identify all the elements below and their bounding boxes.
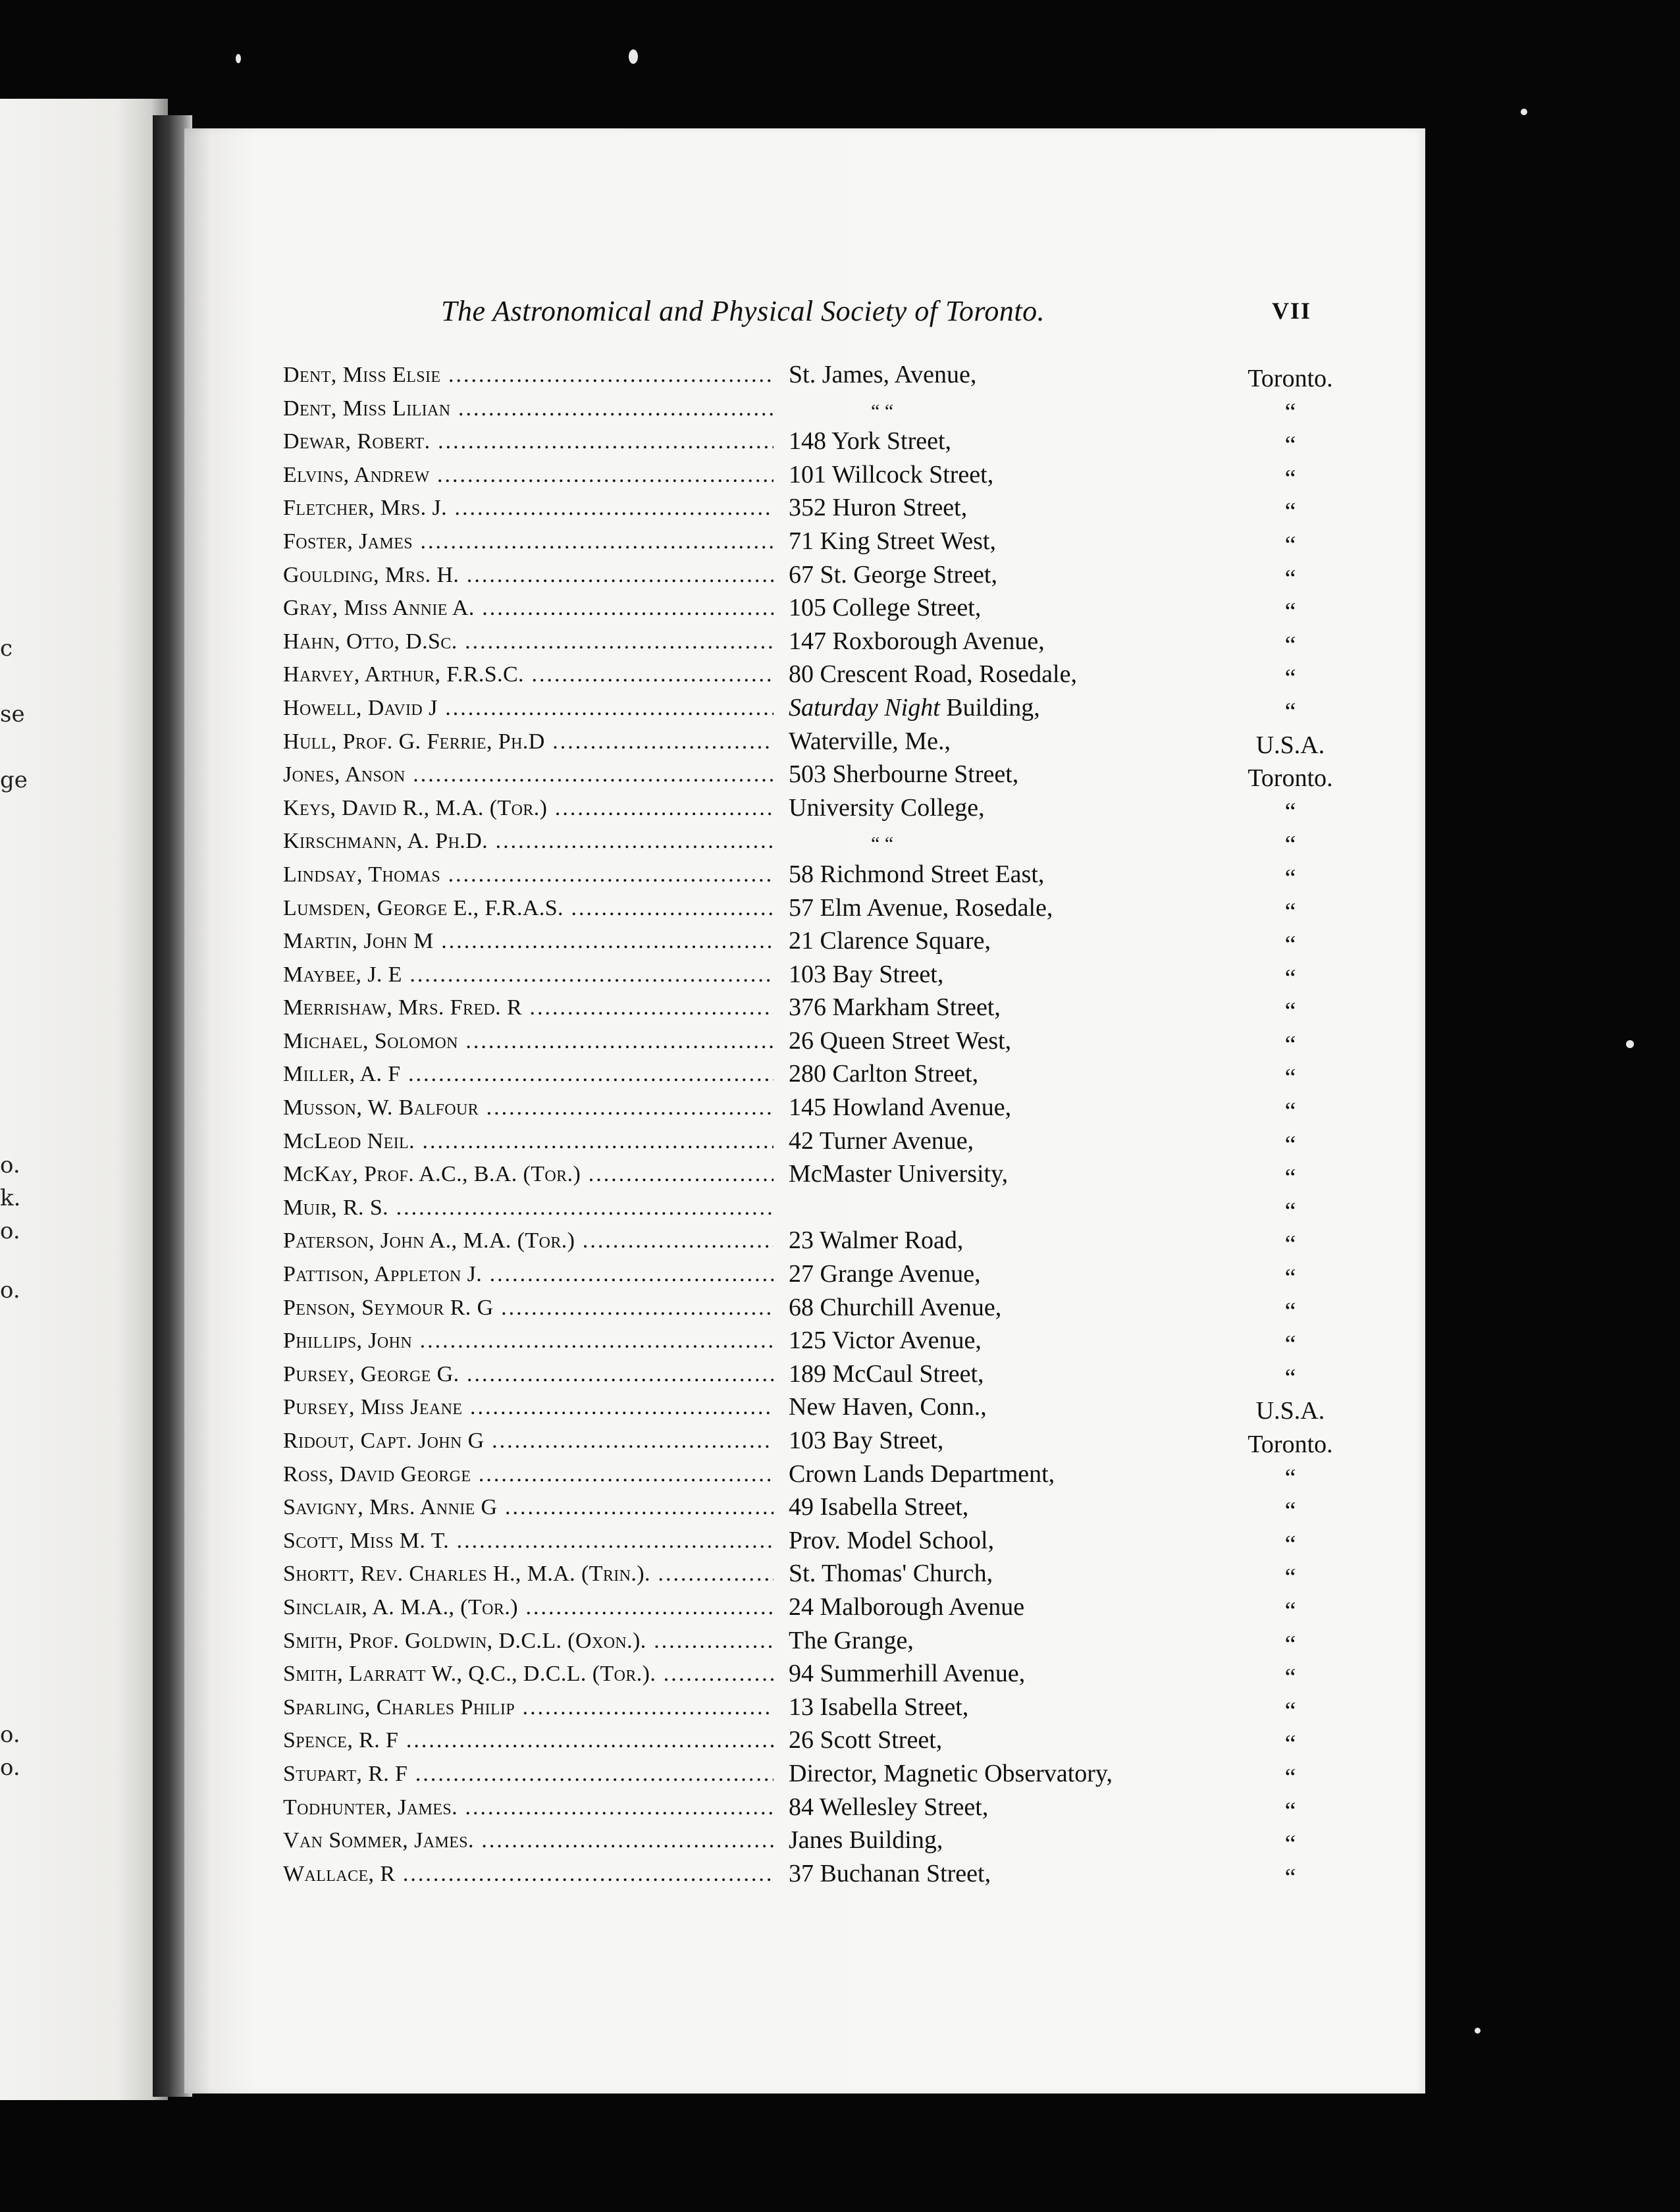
member-name	[283, 929, 774, 954]
member-row	[283, 926, 1409, 960]
member-name	[283, 1296, 774, 1321]
member-address: 148 York Street,	[789, 427, 952, 456]
member-address: 58 Richmond Street East,	[789, 860, 1045, 888]
member-name-text: Smith, Larratt W., Q.C., D.C.L. (Tor.).	[283, 1662, 656, 1687]
member-address: 103 Bay Street,	[789, 960, 944, 988]
member-address: 94 Summerhill Avenue,	[789, 1660, 1026, 1688]
member-name	[283, 1762, 774, 1787]
member-address: 145 Howland Avenue,	[789, 1093, 1012, 1122]
member-name	[283, 629, 774, 654]
member-row	[283, 1693, 1409, 1726]
member-name-text: Fletcher, Mrs. J.	[283, 496, 448, 521]
ditto-marks: “ “	[871, 400, 894, 422]
member-row	[283, 1759, 1409, 1793]
member-address: 13 Isabella Street,	[789, 1693, 969, 1721]
member-name	[283, 995, 774, 1020]
address-rest: Building,	[939, 693, 1040, 722]
member-city: “	[1284, 997, 1296, 1026]
member-address: 24 Malborough Avenue	[789, 1593, 1025, 1621]
member-address: 125 Victor Avenue,	[789, 1327, 982, 1355]
dust-speck	[629, 49, 638, 64]
address-italic: Saturday Night	[789, 693, 940, 722]
member-name-text: Hahn, Otto, D.Sc.	[283, 629, 458, 654]
member-city: “	[1284, 1797, 1296, 1825]
member-row	[283, 1026, 1409, 1060]
member-row	[283, 1859, 1409, 1893]
member-name-text: Miller, A. F	[283, 1062, 401, 1087]
dust-speck	[1475, 2028, 1481, 2034]
member-address: New Haven, Conn.,	[789, 1393, 987, 1421]
member-name	[283, 1795, 774, 1820]
member-city: “	[1284, 931, 1296, 959]
member-address: 147 Roxborough Avenue,	[789, 627, 1045, 655]
member-name-text: Jones, Anson	[283, 762, 406, 787]
member-row	[283, 460, 1409, 494]
member-row	[283, 1226, 1409, 1259]
member-name-text: Dent, Miss Lilian	[283, 396, 451, 421]
page-number: VII	[1272, 298, 1312, 324]
member-city: “	[1284, 1230, 1296, 1259]
member-name-text: Sinclair, A. M.A., (Tor.)	[283, 1594, 518, 1620]
member-row	[283, 1526, 1409, 1560]
member-row	[283, 560, 1409, 594]
member-row	[283, 1460, 1409, 1493]
member-row	[283, 1826, 1409, 1859]
member-address: St. James, Avenue,	[789, 361, 977, 388]
member-address: Director, Magnetic Observatory,	[789, 1759, 1113, 1787]
member-name-text: Pursey, George G.	[283, 1361, 459, 1386]
member-row	[283, 1159, 1409, 1193]
member-address: 37 Buchanan Street,	[789, 1859, 991, 1887]
member-name	[283, 662, 774, 687]
member-row	[283, 1725, 1409, 1759]
member-city: “	[1284, 1564, 1296, 1592]
member-name	[283, 429, 774, 454]
member-name-text: Dent, Miss Elsie	[283, 363, 441, 387]
member-name	[283, 1862, 774, 1887]
left-page-fragment: o.	[0, 1722, 20, 1748]
member-name	[283, 1196, 774, 1221]
member-row	[283, 1293, 1409, 1327]
member-row	[283, 1259, 1409, 1293]
member-name-text: Ross, David George	[283, 1462, 471, 1487]
member-city: “	[1284, 1664, 1296, 1692]
member-name	[283, 1329, 774, 1354]
member-name-text: Ridout, Capt. John G	[283, 1429, 485, 1453]
member-name	[283, 1228, 774, 1253]
member-name	[283, 396, 774, 421]
member-address: 80 Crescent Road, Rosedale,	[789, 660, 1077, 689]
member-name-text: McKay, Prof. A.C., B.A. (Tor.)	[283, 1162, 581, 1187]
member-city: “	[1284, 1264, 1296, 1292]
member-city: “	[1284, 831, 1296, 859]
member-address: 71 King Street West,	[789, 527, 996, 555]
member-address: 103 Bay Street,	[789, 1427, 944, 1454]
member-name-text: Maybee, J. E	[283, 962, 402, 987]
member-address: 280 Carlton Street,	[789, 1060, 979, 1088]
member-name-text: Stupart, R. F	[283, 1761, 408, 1786]
member-name-text: Shortt, Rev. Charles H., M.A. (Trin.).	[283, 1562, 650, 1587]
left-page-fragment: o.	[0, 1754, 20, 1781]
member-row	[283, 1392, 1409, 1426]
member-name-text: Goulding, Mrs. H.	[283, 562, 459, 587]
member-row	[283, 1059, 1409, 1093]
member-name-text: Merrishaw, Mrs. Fred. R	[283, 995, 523, 1020]
left-page-fragment: o.	[0, 1218, 20, 1244]
member-name	[283, 1362, 774, 1387]
member-row	[283, 693, 1409, 727]
member-name-text: Phillips, John	[283, 1329, 413, 1354]
member-row	[283, 660, 1409, 693]
member-address	[789, 826, 894, 855]
member-city: “	[1284, 1363, 1296, 1392]
member-city: “	[1284, 1297, 1296, 1325]
member-address: 57 Elm Avenue, Rosedale,	[789, 893, 1053, 922]
member-address	[789, 693, 1040, 722]
member-address: 26 Scott Street,	[789, 1726, 943, 1754]
member-name-text: Musson, W. Balfour	[283, 1095, 479, 1120]
member-row	[283, 627, 1409, 660]
member-name-text: Wallace, R	[283, 1861, 396, 1886]
member-address: 23 Walmer Road,	[789, 1226, 964, 1255]
member-row	[283, 1793, 1409, 1826]
member-address: Crown Lands Department,	[789, 1460, 1055, 1488]
member-address: 68 Churchill Avenue,	[789, 1293, 1002, 1321]
member-name-text: Savigny, Mrs. Annie G	[283, 1495, 498, 1520]
member-row	[283, 360, 1409, 394]
member-city: “	[1284, 464, 1296, 492]
member-row	[283, 1659, 1409, 1693]
member-city: “	[1284, 1530, 1296, 1558]
member-row	[283, 1193, 1409, 1226]
member-address: Janes Building,	[789, 1826, 943, 1855]
member-name	[283, 1395, 774, 1420]
left-page-fragment: ge	[0, 767, 28, 793]
member-name	[283, 1629, 774, 1654]
member-name	[283, 1462, 774, 1487]
member-row	[283, 527, 1409, 560]
member-name	[283, 1029, 774, 1054]
member-row	[283, 1326, 1409, 1359]
dust-speck	[1626, 1040, 1634, 1048]
member-name-text: Michael, Solomon	[283, 1028, 458, 1053]
member-row	[283, 1559, 1409, 1593]
member-address: 26 Queen Street West,	[789, 1026, 1012, 1055]
member-row	[283, 760, 1409, 793]
member-row	[283, 826, 1409, 860]
member-row	[283, 1426, 1409, 1460]
member-city: “	[1284, 1630, 1296, 1658]
member-row	[283, 1626, 1409, 1660]
member-name-text: Spence, R. F	[283, 1728, 399, 1753]
book-page	[184, 128, 1425, 2094]
member-name	[283, 1429, 774, 1454]
member-name	[283, 496, 774, 521]
member-name	[283, 1495, 774, 1520]
member-name	[283, 829, 774, 854]
member-name-text: Martin, John M	[283, 929, 434, 954]
member-city: “	[1284, 1697, 1296, 1725]
member-address: The Grange,	[789, 1626, 914, 1654]
member-name	[283, 596, 774, 621]
member-city: “	[1284, 664, 1296, 693]
member-name	[283, 529, 774, 554]
member-name	[283, 696, 774, 721]
member-name-text: Pursey, Miss Jeane	[283, 1395, 463, 1420]
member-address: 105 College Street,	[789, 594, 982, 622]
member-row	[283, 1359, 1409, 1393]
member-row	[283, 593, 1409, 627]
member-name-text: Penson, Seymour R. G	[283, 1295, 494, 1320]
member-city: “	[1284, 1596, 1296, 1625]
member-city: “	[1284, 697, 1296, 725]
member-address: 27 Grange Avenue,	[789, 1260, 981, 1288]
member-row	[283, 893, 1409, 927]
member-row	[283, 860, 1409, 893]
left-page-fragment: o.	[0, 1152, 20, 1178]
member-name-text: Scott, Miss M. T.	[283, 1528, 450, 1553]
member-list	[283, 360, 1409, 1892]
member-address: 21 Clarence Square,	[789, 927, 991, 955]
left-page-fragment: o.	[0, 1277, 20, 1304]
member-city: “	[1284, 1097, 1296, 1126]
member-name-text: Pattison, Appleton J.	[283, 1262, 483, 1287]
member-address: 67 St. George Street,	[789, 560, 997, 589]
member-address: 352 Huron Street,	[789, 494, 968, 522]
member-name-text: Lumsden, George E., F.R.A.S.	[283, 895, 564, 920]
member-name-text: Lindsay, Thomas	[283, 862, 441, 887]
member-name	[283, 1695, 774, 1720]
member-name	[283, 1095, 774, 1120]
ditto-marks: “ “	[871, 833, 894, 855]
left-page-fragment: k.	[0, 1185, 21, 1211]
member-row	[283, 1126, 1409, 1160]
member-city: Toronto.	[1247, 1431, 1333, 1458]
member-name	[283, 1595, 774, 1620]
member-city: Toronto.	[1247, 764, 1333, 793]
member-city: “	[1284, 1763, 1296, 1791]
dust-speck	[1521, 109, 1527, 115]
member-name	[283, 729, 774, 754]
member-row	[283, 960, 1409, 993]
member-name-text: Elvins, Andrew	[283, 462, 430, 487]
member-name	[283, 962, 774, 988]
facing-page-edge	[0, 99, 168, 2100]
member-name	[283, 1062, 774, 1087]
member-address: 189 McCaul Street,	[789, 1359, 984, 1388]
member-row	[283, 1492, 1409, 1526]
member-name	[283, 1162, 774, 1187]
member-city: “	[1284, 1497, 1296, 1525]
member-address: University College,	[789, 793, 985, 822]
member-address: Prov. Model School,	[789, 1526, 995, 1554]
member-city: “	[1284, 1030, 1296, 1059]
member-name-text: Gray, Miss Annie A.	[283, 596, 475, 621]
left-page-fragment: c	[0, 635, 13, 662]
member-name-text: Sparling, Charles Philip	[283, 1695, 515, 1720]
member-city: Toronto.	[1247, 365, 1333, 392]
member-city: “	[1284, 564, 1296, 592]
member-city: U.S.A.	[1255, 1397, 1325, 1425]
member-name	[283, 1562, 774, 1587]
member-row	[283, 793, 1409, 827]
member-row	[283, 727, 1409, 760]
member-address: 503 Sherbourne Street,	[789, 760, 1019, 789]
member-name-text: McLeod Neil.	[283, 1128, 415, 1153]
member-name	[283, 463, 774, 488]
member-name	[283, 1262, 774, 1287]
member-city: “	[1284, 1463, 1296, 1492]
member-address: Waterville, Me.,	[789, 727, 951, 755]
member-address	[789, 394, 894, 423]
member-name-text: Foster, James	[283, 529, 413, 554]
member-name-text: Van Sommer, James.	[283, 1828, 474, 1853]
member-name	[283, 363, 774, 388]
member-city: “	[1284, 531, 1296, 559]
member-name-text: Todhunter, James.	[283, 1795, 458, 1820]
member-name-text: Harvey, Arthur, F.R.S.C.	[283, 662, 524, 687]
member-address: St. Thomas' Church,	[789, 1560, 993, 1588]
member-name-text: Keys, David R., M.A. (Tor.)	[283, 795, 548, 820]
member-row	[283, 427, 1409, 460]
member-city: “	[1284, 631, 1296, 659]
member-name-text: Howell, David J	[283, 695, 438, 720]
member-address: McMaster University,	[789, 1160, 1009, 1188]
member-name-text: Hull, Prof. G. Ferrie, Ph.D	[283, 729, 545, 754]
member-city: “	[1284, 897, 1296, 926]
member-city: “	[1284, 864, 1296, 892]
member-name-text: Paterson, John A., M.A. (Tor.)	[283, 1228, 575, 1253]
member-city: “	[1284, 1064, 1296, 1092]
member-city: “	[1284, 1830, 1296, 1858]
member-name	[283, 796, 774, 821]
member-row	[283, 1093, 1409, 1126]
dust-speck	[236, 54, 241, 63]
running-title: The Astronomical and Physical Society of Toronto.	[441, 295, 1045, 327]
member-name	[283, 1728, 774, 1753]
member-address: 49 Isabella Street,	[789, 1493, 969, 1521]
member-address: 101 Willcock Street,	[789, 460, 994, 488]
member-name-text: Muir, R. S.	[283, 1195, 389, 1220]
member-city: “	[1284, 598, 1296, 626]
member-city: “	[1284, 1164, 1296, 1192]
member-row	[283, 1593, 1409, 1626]
member-row	[283, 394, 1409, 427]
page-header	[184, 294, 1425, 334]
member-city: U.S.A.	[1255, 731, 1325, 759]
member-city: “	[1284, 964, 1296, 992]
member-name	[283, 1662, 774, 1687]
member-row	[283, 993, 1409, 1026]
member-name-text: Smith, Prof. Goldwin, D.C.L. (Oxon.).	[283, 1628, 646, 1653]
member-name	[283, 1529, 774, 1554]
member-address: 42 Turner Avenue,	[789, 1126, 974, 1155]
member-city: “	[1284, 797, 1296, 826]
member-city: “	[1284, 1197, 1296, 1225]
member-city: “	[1284, 1730, 1296, 1758]
member-address: 376 Markham Street,	[789, 993, 1001, 1022]
member-address: 84 Wellesley Street,	[789, 1793, 989, 1821]
member-city: “	[1284, 1330, 1296, 1359]
member-city: “	[1284, 498, 1296, 526]
member-row	[283, 493, 1409, 527]
member-name	[283, 1828, 774, 1853]
member-name	[283, 896, 774, 921]
left-page-fragment: se	[0, 701, 25, 727]
member-name-text: Kirschmann, A. Ph.D.	[283, 829, 488, 854]
member-name	[283, 1129, 774, 1154]
member-city: “	[1284, 398, 1296, 426]
member-name	[283, 563, 774, 588]
member-name-text: Dewar, Robert.	[283, 429, 431, 454]
member-name	[283, 862, 774, 887]
member-city: “	[1284, 431, 1296, 460]
member-city: “	[1284, 1863, 1296, 1891]
member-city: “	[1284, 1130, 1296, 1159]
member-name	[283, 762, 774, 787]
